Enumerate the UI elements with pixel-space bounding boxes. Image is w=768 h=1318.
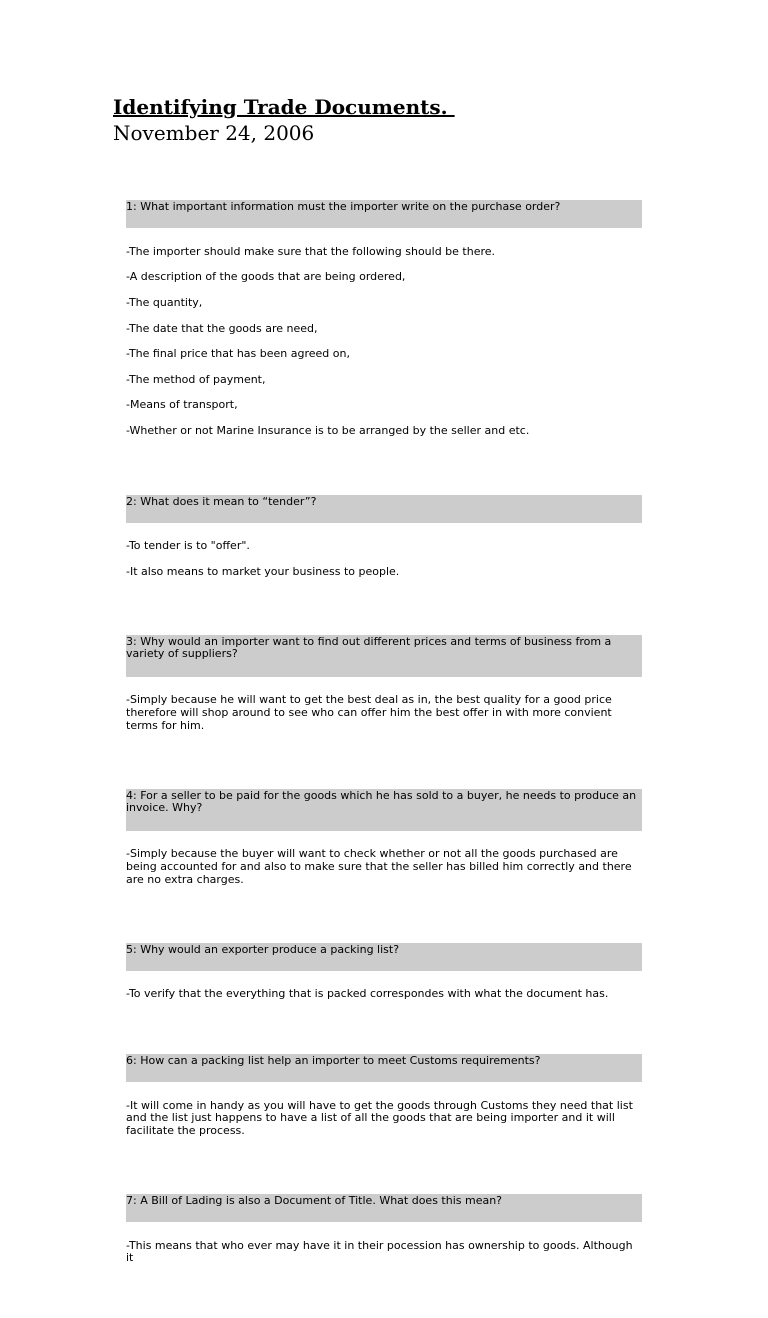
qa-item-4	[126, 789, 642, 900]
qa-item-2	[126, 495, 642, 592]
answer-line: -To tender is to "offer".	[126, 539, 250, 553]
answer-line: -The importer should make sure that the following should be there.	[126, 244, 496, 258]
question-1: 1: What important information must the importer write on the purchase order?	[126, 200, 642, 228]
answer-line: -A description of the goods that are being ordered,	[126, 270, 406, 284]
question-2: 2: What does it mean to “tender”?	[126, 495, 642, 523]
answer-line: -Simply because he will want to get the best deal as in, the best quality for a good price therefore will shop around to see who can offer him the best offer in with more convient terms for him.	[126, 693, 612, 732]
answer-line: -It also means to market your business to people.	[126, 564, 400, 578]
question-4: 4: For a seller to be paid for the goods which he has sold to a buyer, he needs to produce an invoice. Why?	[126, 789, 642, 831]
answer-1	[126, 233, 642, 451]
answer-line: -The quantity,	[126, 295, 203, 309]
answer-line: -Simply because the buyer will want to check whether or not all the goods purchased are being accounted for and also to make sure that the seller has billed him correctly and there are no extra charges.	[126, 847, 632, 886]
qa-list	[126, 200, 642, 1318]
answer-line: -The date that the goods are need,	[126, 321, 318, 335]
answer-line: -This means that who ever may have it in their pocession has ownership to goods. Although it	[126, 1238, 633, 1265]
answer-line: -To verify that the everything that is packed correspondes with what the document has.	[126, 987, 609, 1001]
answer-4	[126, 836, 642, 900]
answer-line: -The method of payment,	[126, 372, 266, 386]
answer-line: -It will come in handy as you will have to get the goods through Customs they need that list and the list just happens to have a list of all the goods that are being importer and it will facilitate the process.	[126, 1098, 633, 1138]
answer-7	[126, 1227, 642, 1278]
answer-2	[126, 528, 642, 592]
question-7: 7: A Bill of Lading is also a Document of Title. What does this mean?	[126, 1194, 642, 1222]
qa-item-1	[126, 200, 642, 451]
answer-5	[126, 976, 642, 1014]
answer-line: -Whether or not Marine Insurance is to be arranged by the seller and etc.	[126, 423, 530, 437]
answer-6	[126, 1087, 642, 1151]
qa-item-3	[126, 635, 642, 746]
question-5: 5: Why would an exporter produce a packing list?	[126, 943, 642, 971]
document-date: November 24, 2006	[113, 121, 315, 145]
document-header	[113, 94, 455, 146]
answer-3	[126, 682, 642, 746]
qa-item-7	[126, 1194, 642, 1278]
answer-line: -Means of transport,	[126, 398, 238, 412]
qa-item-6	[126, 1054, 642, 1151]
qa-item-5	[126, 943, 642, 1014]
question-6: 6: How can a packing list help an importer to meet Customs requirements?	[126, 1054, 642, 1082]
document-title: Identifying Trade Documents.	[113, 95, 455, 119]
question-3: 3: Why would an importer want to find out different prices and terms of business from a variety of suppliers?	[126, 635, 642, 677]
answer-line: -The final price that has been agreed on,	[126, 347, 350, 361]
